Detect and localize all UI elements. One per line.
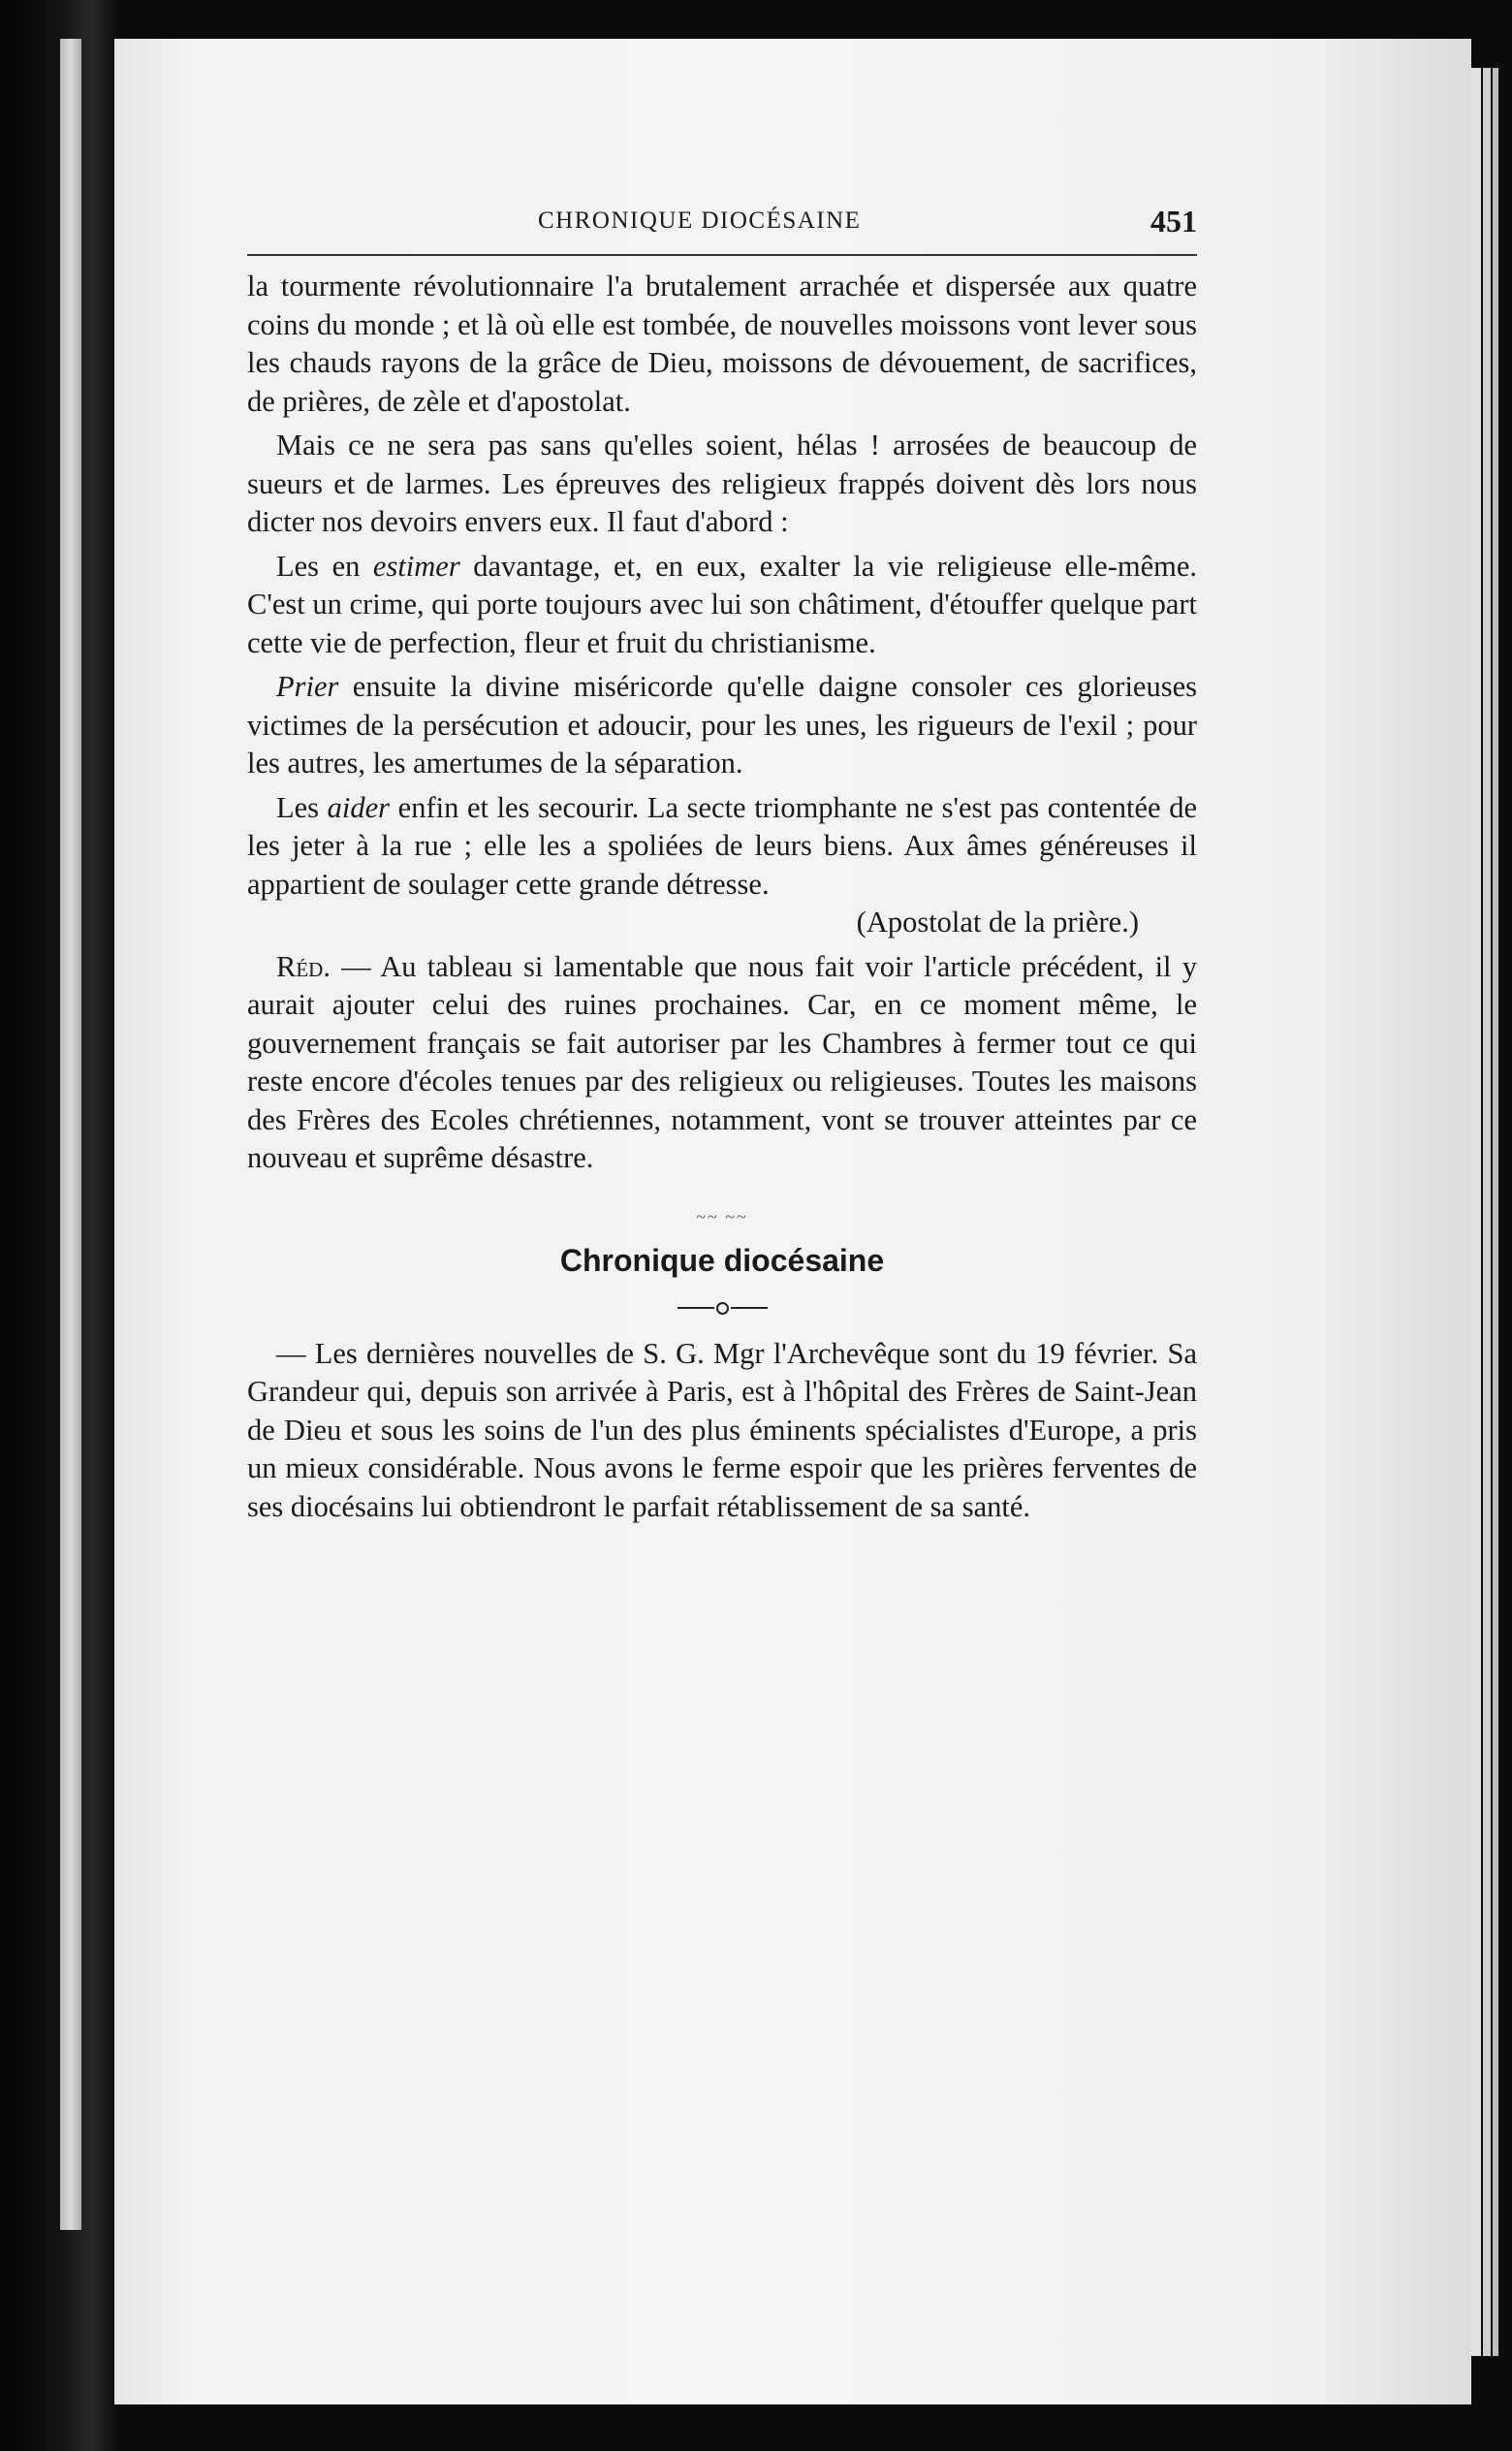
divider-line bbox=[677, 1307, 714, 1309]
paragraph: — Les dernières nouvelles de S. G. Mgr l'Archevêque sont du 19 février. Sa Grandeur qui, depuis son arrivée à Paris, est à l'hôpital des Frères de Saint-Jean de Dieu et sous les soins de l'un des plus éminents spécialistes d'Europe, a pris un mieux considérable. Nous avons le ferme espoir que les prières ferventes de ses diocésains lui obtiendront le parfait rétablissement de sa santé. bbox=[247, 1336, 1197, 1523]
emphasis: estimer bbox=[372, 549, 460, 583]
section-title: Chronique diocésaine bbox=[559, 1242, 885, 1278]
page-stack-edge bbox=[1471, 68, 1481, 2356]
page-stack-edge bbox=[1493, 68, 1498, 2356]
paragraph-text: davantage, et, en eux, exalter la vie religieuse elle-même. C'est un crime, qui porte toujours avec lui son châtiment, d'étouffer quelque part cette vie de perfection, fleur et fruit du christianisme. bbox=[247, 549, 1197, 659]
title-divider bbox=[247, 1294, 1197, 1320]
paragraph-lead: Les bbox=[276, 790, 328, 824]
paragraph bbox=[247, 548, 1197, 663]
paragraph-text: ensuite la divine miséricorde qu'elle daigne consoler ces glorieuses victimes de la persécution et adoucir, pour les unes, les rigueurs de l'exil ; pour les autres, les amertumes de la séparation. bbox=[247, 670, 1197, 780]
page-header bbox=[247, 204, 1197, 252]
paragraph-lead: Les en bbox=[276, 549, 373, 583]
editor-label: Réd. bbox=[276, 949, 331, 983]
page-content bbox=[247, 204, 1197, 1532]
header-rule bbox=[247, 254, 1197, 256]
paragraph bbox=[247, 668, 1197, 783]
page-number: 451 bbox=[1150, 204, 1197, 239]
paragraph-text: enfin et les secourir. La secte triomphante ne s'est pas contentée de les jeter à la rue ; elle les a spoliées de leurs biens. Aux âmes généreuses il appartient de soulager cette grande détresse. bbox=[247, 790, 1197, 901]
emphasis: aider bbox=[327, 790, 391, 824]
book-binding bbox=[0, 0, 116, 2451]
page-stack-edge bbox=[1483, 68, 1491, 2356]
section-ornament: ~~ ~~ bbox=[696, 1206, 748, 1226]
paragraph: Mais ce ne sera pas sans qu'elles soient, hélas ! arrosées de beaucoup de sueurs et de larmes. Les épreuves des religieux frappés doivent dès lors nous dicter nos devoirs envers eux. Il faut d'abord : bbox=[247, 429, 1197, 538]
paragraph: la tourmente révolutionnaire l'a brutalement arrachée et dispersée aux quatre coins du monde ; et là où elle est tombée, de nouvelles moissons vont lever sous les chauds rayons de la grâce de Dieu, moissons de dévouement, de sacrifices, de prières, de zèle et d'apostolat. bbox=[247, 270, 1197, 418]
divider-line bbox=[731, 1307, 768, 1309]
paragraph bbox=[247, 789, 1197, 905]
attribution: (Apostolat de la prière.) bbox=[856, 906, 1139, 939]
previous-page-edge bbox=[60, 39, 81, 2230]
running-title: CHRONIQUE DIOCÉSAINE bbox=[538, 207, 862, 234]
emphasis: Prier bbox=[276, 670, 339, 703]
divider-circle-icon bbox=[716, 1302, 729, 1315]
paragraph-text: — Au tableau si lamentable que nous fait voir l'article précédent, il y aurait ajouter celui des ruines prochaines. Car, en ce moment même, le gouvernement français se fait autoriser par les Chambres à fermer tout ce qui reste encore d'écoles tenues par des religieux ou religieuses. Toutes les maisons des Frères des Ecoles chrétiennes, notamment, vont se trouver atteintes par ce nouveau et suprême désastre. bbox=[247, 949, 1197, 1174]
paragraph bbox=[247, 948, 1197, 1178]
